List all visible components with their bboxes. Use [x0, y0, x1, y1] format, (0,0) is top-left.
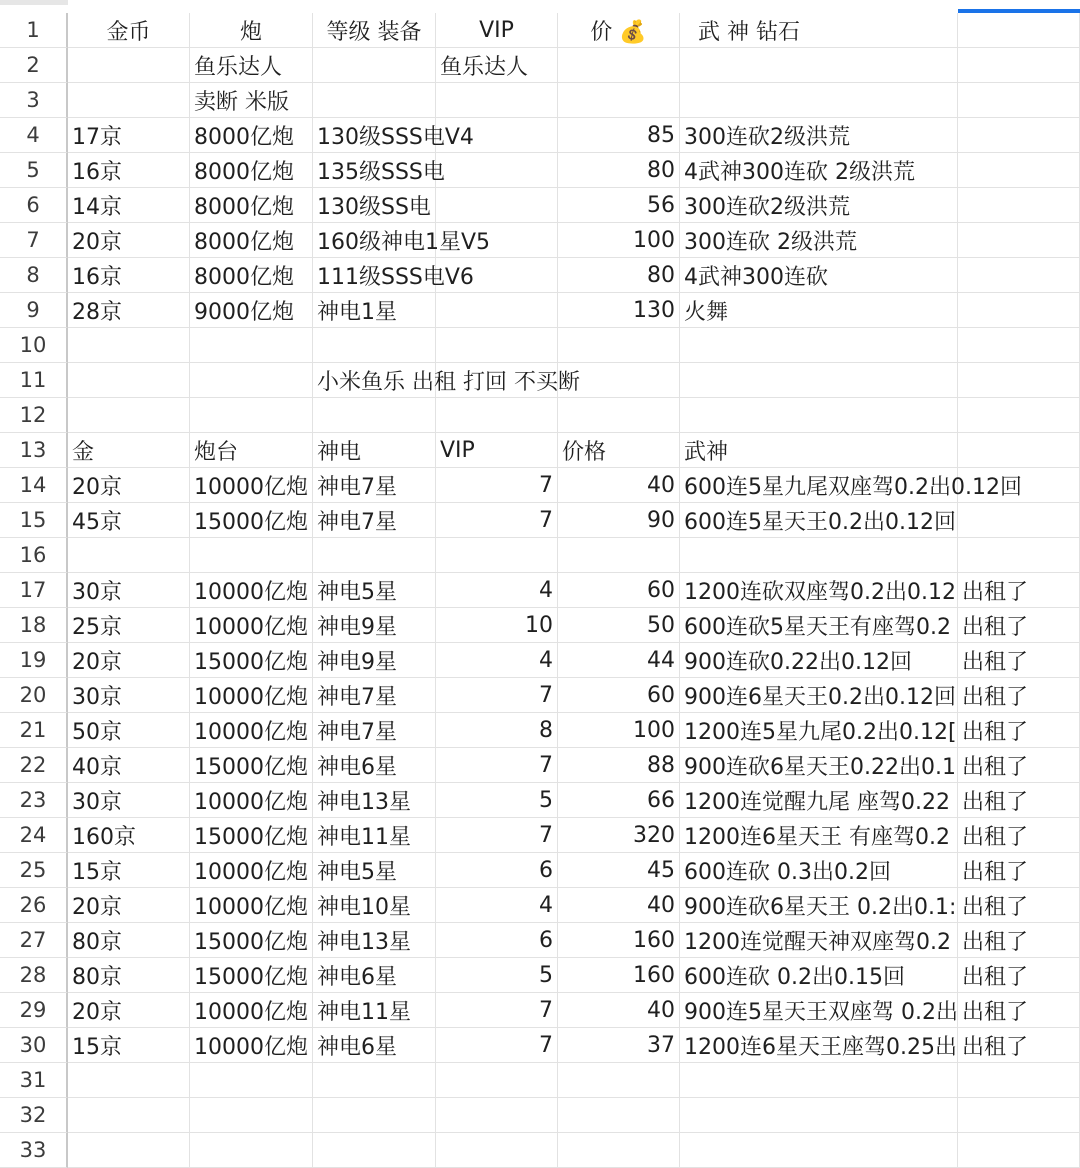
cell-A19[interactable]: 20京 [68, 643, 190, 678]
row-header-27[interactable]: 27 [0, 923, 68, 958]
row-header-16[interactable]: 16 [0, 538, 68, 573]
cell-B16[interactable] [190, 538, 313, 573]
cell-D3[interactable] [436, 83, 558, 118]
cell-C14[interactable]: 神电7星 [313, 468, 436, 503]
cell-C16[interactable] [313, 538, 436, 573]
cell-F12[interactable] [680, 398, 958, 433]
cell-G13[interactable] [958, 433, 1080, 468]
row-header-15[interactable]: 15 [0, 503, 68, 538]
row-header-5[interactable]: 5 [0, 153, 68, 188]
cell-A26[interactable]: 20京 [68, 888, 190, 923]
cell-C18[interactable]: 神电9星 [313, 608, 436, 643]
row-header-8[interactable]: 8 [0, 258, 68, 293]
cell-D12[interactable] [436, 398, 558, 433]
cell-C2[interactable] [313, 48, 436, 83]
cell-C17[interactable]: 神电5星 [313, 573, 436, 608]
cell-C13[interactable]: 神电 [313, 433, 436, 468]
cell-B9[interactable]: 9000亿炮 [190, 293, 313, 328]
cell-A32[interactable] [68, 1098, 190, 1133]
cell-D29[interactable]: 7 [436, 993, 558, 1028]
cell-F22[interactable]: 900连砍6星天王0.22出0.1 [680, 748, 958, 783]
cell-B12[interactable] [190, 398, 313, 433]
cell-G4[interactable] [958, 118, 1080, 153]
cell-C24[interactable]: 神电11星 [313, 818, 436, 853]
cell-E19[interactable]: 44 [558, 643, 680, 678]
cell-E31[interactable] [558, 1063, 680, 1098]
cell-D21[interactable]: 8 [436, 713, 558, 748]
cell-G23[interactable]: 出租了 [958, 783, 1080, 818]
cell-D17[interactable]: 4 [436, 573, 558, 608]
cell-B33[interactable] [190, 1133, 313, 1168]
cell-B13[interactable]: 炮台 [190, 433, 313, 468]
cell-B2[interactable]: 鱼乐达人 [190, 48, 313, 83]
cell-C12[interactable] [313, 398, 436, 433]
row-header-6[interactable]: 6 [0, 188, 68, 223]
cell-F5[interactable]: 4武神300连砍 2级洪荒 [680, 153, 958, 188]
cell-E25[interactable]: 45 [558, 853, 680, 888]
cell-B14[interactable]: 10000亿炮 [190, 468, 313, 503]
row-header-7[interactable]: 7 [0, 223, 68, 258]
cell-B25[interactable]: 10000亿炮 [190, 853, 313, 888]
cell-E17[interactable]: 60 [558, 573, 680, 608]
row-header-25[interactable]: 25 [0, 853, 68, 888]
cell-G30[interactable]: 出租了 [958, 1028, 1080, 1063]
cell-E4[interactable]: 85 [558, 118, 680, 153]
cell-G20[interactable]: 出租了 [958, 678, 1080, 713]
cell-A2[interactable] [68, 48, 190, 83]
cell-G19[interactable]: 出租了 [958, 643, 1080, 678]
cell-D7[interactable] [436, 223, 558, 258]
cell-A25[interactable]: 15京 [68, 853, 190, 888]
cell-G22[interactable]: 出租了 [958, 748, 1080, 783]
cell-A30[interactable]: 15京 [68, 1028, 190, 1063]
cell-A10[interactable] [68, 328, 190, 363]
cell-C26[interactable]: 神电10星 [313, 888, 436, 923]
cell-F1[interactable]: 武 神 钻石 [680, 13, 958, 48]
cell-B24[interactable]: 15000亿炮 [190, 818, 313, 853]
cell-D30[interactable]: 7 [436, 1028, 558, 1063]
cell-G16[interactable] [958, 538, 1080, 573]
cell-A5[interactable]: 16京 [68, 153, 190, 188]
cell-B1[interactable]: 炮 [190, 13, 313, 48]
cell-D14[interactable]: 7 [436, 468, 558, 503]
cell-D25[interactable]: 6 [436, 853, 558, 888]
cell-G29[interactable]: 出租了 [958, 993, 1080, 1028]
cell-B18[interactable]: 10000亿炮 [190, 608, 313, 643]
cell-E22[interactable]: 88 [558, 748, 680, 783]
cell-F33[interactable] [680, 1133, 958, 1168]
cell-B15[interactable]: 15000亿炮 [190, 503, 313, 538]
cell-C8[interactable]: 111级SSS电V6 [313, 258, 436, 293]
row-header-26[interactable]: 26 [0, 888, 68, 923]
cell-F8[interactable]: 4武神300连砍 [680, 258, 958, 293]
cell-C11[interactable]: 小米鱼乐 出租 打回 不买断 [313, 363, 436, 398]
cell-C27[interactable]: 神电13星 [313, 923, 436, 958]
cell-E3[interactable] [558, 83, 680, 118]
cell-G24[interactable]: 出租了 [958, 818, 1080, 853]
cell-B23[interactable]: 10000亿炮 [190, 783, 313, 818]
cell-C32[interactable] [313, 1098, 436, 1133]
cell-F21[interactable]: 1200连5星九尾0.2出0.12[ [680, 713, 958, 748]
cell-G27[interactable]: 出租了 [958, 923, 1080, 958]
cell-B28[interactable]: 15000亿炮 [190, 958, 313, 993]
cell-B10[interactable] [190, 328, 313, 363]
cell-G28[interactable]: 出租了 [958, 958, 1080, 993]
cell-B22[interactable]: 15000亿炮 [190, 748, 313, 783]
cell-G3[interactable] [958, 83, 1080, 118]
cell-F18[interactable]: 600连砍5星天王有座驾0.2 [680, 608, 958, 643]
cell-E29[interactable]: 40 [558, 993, 680, 1028]
cell-E28[interactable]: 160 [558, 958, 680, 993]
cell-D9[interactable] [436, 293, 558, 328]
row-header-4[interactable]: 4 [0, 118, 68, 153]
cell-E8[interactable]: 80 [558, 258, 680, 293]
cell-A29[interactable]: 20京 [68, 993, 190, 1028]
cell-E10[interactable] [558, 328, 680, 363]
cell-G21[interactable]: 出租了 [958, 713, 1080, 748]
cell-G32[interactable] [958, 1098, 1080, 1133]
cell-D16[interactable] [436, 538, 558, 573]
row-header-11[interactable]: 11 [0, 363, 68, 398]
cell-A1[interactable]: 金币 [68, 13, 190, 48]
row-header-9[interactable]: 9 [0, 293, 68, 328]
cell-A33[interactable] [68, 1133, 190, 1168]
cell-D1[interactable]: VIP [436, 13, 558, 48]
row-header-2[interactable]: 2 [0, 48, 68, 83]
cell-E23[interactable]: 66 [558, 783, 680, 818]
cell-G17[interactable]: 出租了 [958, 573, 1080, 608]
cell-A27[interactable]: 80京 [68, 923, 190, 958]
cell-D15[interactable]: 7 [436, 503, 558, 538]
cell-C28[interactable]: 神电6星 [313, 958, 436, 993]
cell-C5[interactable]: 135级SSS电 [313, 153, 436, 188]
cell-E27[interactable]: 160 [558, 923, 680, 958]
select-all-corner[interactable] [0, 0, 68, 5]
cell-B32[interactable] [190, 1098, 313, 1133]
cell-E26[interactable]: 40 [558, 888, 680, 923]
cell-A28[interactable]: 80京 [68, 958, 190, 993]
cell-E5[interactable]: 80 [558, 153, 680, 188]
cell-A24[interactable]: 160京 [68, 818, 190, 853]
cell-D10[interactable] [436, 328, 558, 363]
cell-B20[interactable]: 10000亿炮 [190, 678, 313, 713]
cell-A6[interactable]: 14京 [68, 188, 190, 223]
cell-G11[interactable] [958, 363, 1080, 398]
cell-A14[interactable]: 20京 [68, 468, 190, 503]
cell-C6[interactable]: 130级SS电 [313, 188, 436, 223]
cell-A31[interactable] [68, 1063, 190, 1098]
cell-C31[interactable] [313, 1063, 436, 1098]
cell-E1[interactable]: 价 💰 [558, 13, 680, 48]
cell-G15[interactable] [958, 503, 1080, 538]
cell-D8[interactable] [436, 258, 558, 293]
cell-F32[interactable] [680, 1098, 958, 1133]
cell-F9[interactable]: 火舞 [680, 293, 958, 328]
cell-D28[interactable]: 5 [436, 958, 558, 993]
cell-C25[interactable]: 神电5星 [313, 853, 436, 888]
cell-D2[interactable]: 鱼乐达人 [436, 48, 558, 83]
cell-G5[interactable] [958, 153, 1080, 188]
cell-A3[interactable] [68, 83, 190, 118]
cell-F2[interactable] [680, 48, 958, 83]
cell-F20[interactable]: 900连6星天王0.2出0.12回 [680, 678, 958, 713]
cell-G6[interactable] [958, 188, 1080, 223]
cell-B5[interactable]: 8000亿炮 [190, 153, 313, 188]
cell-E14[interactable]: 40 [558, 468, 680, 503]
cell-A12[interactable] [68, 398, 190, 433]
cell-C15[interactable]: 神电7星 [313, 503, 436, 538]
row-header-33[interactable]: 33 [0, 1133, 68, 1168]
cell-F29[interactable]: 900连5星天王双座驾 0.2出 [680, 993, 958, 1028]
cell-A21[interactable]: 50京 [68, 713, 190, 748]
cell-C33[interactable] [313, 1133, 436, 1168]
cell-C10[interactable] [313, 328, 436, 363]
cell-B8[interactable]: 8000亿炮 [190, 258, 313, 293]
cell-C7[interactable]: 160级神电1星V5 [313, 223, 436, 258]
cell-F14[interactable]: 600连5星九尾双座驾0.2出0.12回 [680, 468, 958, 503]
cell-E32[interactable] [558, 1098, 680, 1133]
cell-F25[interactable]: 600连砍 0.3出0.2回 [680, 853, 958, 888]
cell-C19[interactable]: 神电9星 [313, 643, 436, 678]
cell-D4[interactable] [436, 118, 558, 153]
row-header-17[interactable]: 17 [0, 573, 68, 608]
cell-D18[interactable]: 10 [436, 608, 558, 643]
row-header-20[interactable]: 20 [0, 678, 68, 713]
cell-D13[interactable]: VIP [436, 433, 558, 468]
cell-F10[interactable] [680, 328, 958, 363]
cell-E18[interactable]: 50 [558, 608, 680, 643]
cell-G26[interactable]: 出租了 [958, 888, 1080, 923]
cell-B27[interactable]: 15000亿炮 [190, 923, 313, 958]
cell-C29[interactable]: 神电11星 [313, 993, 436, 1028]
cell-E21[interactable]: 100 [558, 713, 680, 748]
cell-C4[interactable]: 130级SSS电V4 [313, 118, 436, 153]
cell-A7[interactable]: 20京 [68, 223, 190, 258]
cell-F7[interactable]: 300连砍 2级洪荒 [680, 223, 958, 258]
row-header-21[interactable]: 21 [0, 713, 68, 748]
cell-B21[interactable]: 10000亿炮 [190, 713, 313, 748]
row-header-12[interactable]: 12 [0, 398, 68, 433]
row-header-14[interactable]: 14 [0, 468, 68, 503]
row-header-24[interactable]: 24 [0, 818, 68, 853]
cell-G25[interactable]: 出租了 [958, 853, 1080, 888]
cell-B3[interactable]: 卖断 米版 [190, 83, 313, 118]
row-header-10[interactable]: 10 [0, 328, 68, 363]
cell-C22[interactable]: 神电6星 [313, 748, 436, 783]
cell-B26[interactable]: 10000亿炮 [190, 888, 313, 923]
cell-D20[interactable]: 7 [436, 678, 558, 713]
cell-F16[interactable] [680, 538, 958, 573]
cell-A4[interactable]: 17京 [68, 118, 190, 153]
cell-G31[interactable] [958, 1063, 1080, 1098]
row-header-32[interactable]: 32 [0, 1098, 68, 1133]
cell-E7[interactable]: 100 [558, 223, 680, 258]
cell-B4[interactable]: 8000亿炮 [190, 118, 313, 153]
cell-D23[interactable]: 5 [436, 783, 558, 818]
cell-E33[interactable] [558, 1133, 680, 1168]
cell-E15[interactable]: 90 [558, 503, 680, 538]
row-header-31[interactable]: 31 [0, 1063, 68, 1098]
cell-C21[interactable]: 神电7星 [313, 713, 436, 748]
cell-F27[interactable]: 1200连觉醒天神双座驾0.2 [680, 923, 958, 958]
cell-B29[interactable]: 10000亿炮 [190, 993, 313, 1028]
cell-A15[interactable]: 45京 [68, 503, 190, 538]
row-header-18[interactable]: 18 [0, 608, 68, 643]
cell-F31[interactable] [680, 1063, 958, 1098]
cell-G12[interactable] [958, 398, 1080, 433]
cell-B7[interactable]: 8000亿炮 [190, 223, 313, 258]
cell-B19[interactable]: 15000亿炮 [190, 643, 313, 678]
cell-A22[interactable]: 40京 [68, 748, 190, 783]
cell-G1[interactable] [958, 13, 1080, 48]
cell-D19[interactable]: 4 [436, 643, 558, 678]
cell-E2[interactable] [558, 48, 680, 83]
cell-A13[interactable]: 金 [68, 433, 190, 468]
cell-A17[interactable]: 30京 [68, 573, 190, 608]
cell-D26[interactable]: 4 [436, 888, 558, 923]
cell-D33[interactable] [436, 1133, 558, 1168]
cell-D27[interactable]: 6 [436, 923, 558, 958]
cell-G14[interactable] [958, 468, 1080, 503]
cell-D31[interactable] [436, 1063, 558, 1098]
cell-E13[interactable]: 价格 [558, 433, 680, 468]
cell-A9[interactable]: 28京 [68, 293, 190, 328]
row-header-3[interactable]: 3 [0, 83, 68, 118]
cell-B11[interactable] [190, 363, 313, 398]
cell-A16[interactable] [68, 538, 190, 573]
cell-B17[interactable]: 10000亿炮 [190, 573, 313, 608]
cell-A11[interactable] [68, 363, 190, 398]
cell-E6[interactable]: 56 [558, 188, 680, 223]
row-header-30[interactable]: 30 [0, 1028, 68, 1063]
cell-G33[interactable] [958, 1133, 1080, 1168]
cell-D6[interactable] [436, 188, 558, 223]
cell-E30[interactable]: 37 [558, 1028, 680, 1063]
cell-E20[interactable]: 60 [558, 678, 680, 713]
cell-F13[interactable]: 武神 [680, 433, 958, 468]
cell-F3[interactable] [680, 83, 958, 118]
cell-E12[interactable] [558, 398, 680, 433]
cell-G7[interactable] [958, 223, 1080, 258]
cell-G2[interactable] [958, 48, 1080, 83]
cell-E16[interactable] [558, 538, 680, 573]
cell-C1[interactable]: 等级 装备 [313, 13, 436, 48]
cell-E24[interactable]: 320 [558, 818, 680, 853]
cell-B30[interactable]: 10000亿炮 [190, 1028, 313, 1063]
row-header-22[interactable]: 22 [0, 748, 68, 783]
cell-A8[interactable]: 16京 [68, 258, 190, 293]
cell-F19[interactable]: 900连砍0.22出0.12回 [680, 643, 958, 678]
cell-F24[interactable]: 1200连6星天王 有座驾0.2 [680, 818, 958, 853]
row-header-13[interactable]: 13 [0, 433, 68, 468]
cell-D5[interactable] [436, 153, 558, 188]
cell-F23[interactable]: 1200连觉醒九尾 座驾0.22 [680, 783, 958, 818]
cell-D32[interactable] [436, 1098, 558, 1133]
cell-D24[interactable]: 7 [436, 818, 558, 853]
cell-F4[interactable]: 300连砍2级洪荒 [680, 118, 958, 153]
cell-C3[interactable] [313, 83, 436, 118]
cell-C23[interactable]: 神电13星 [313, 783, 436, 818]
cell-G8[interactable] [958, 258, 1080, 293]
cell-C20[interactable]: 神电7星 [313, 678, 436, 713]
cell-C9[interactable]: 神电1星 [313, 293, 436, 328]
cell-D22[interactable]: 7 [436, 748, 558, 783]
cell-G10[interactable] [958, 328, 1080, 363]
cell-F30[interactable]: 1200连6星天王座驾0.25出 [680, 1028, 958, 1063]
cell-B6[interactable]: 8000亿炮 [190, 188, 313, 223]
cell-F11[interactable] [680, 363, 958, 398]
cell-F15[interactable]: 600连5星天王0.2出0.12回 [680, 503, 958, 538]
cell-F26[interactable]: 900连砍6星天王 0.2出0.1: [680, 888, 958, 923]
cell-C30[interactable]: 神电6星 [313, 1028, 436, 1063]
cell-G18[interactable]: 出租了 [958, 608, 1080, 643]
cell-A18[interactable]: 25京 [68, 608, 190, 643]
cell-F28[interactable]: 600连砍 0.2出0.15回 [680, 958, 958, 993]
cell-E9[interactable]: 130 [558, 293, 680, 328]
row-header-1[interactable]: 1 [0, 13, 68, 48]
cell-F17[interactable]: 1200连砍双座驾0.2出0.12 [680, 573, 958, 608]
row-header-19[interactable]: 19 [0, 643, 68, 678]
cell-F6[interactable]: 300连砍2级洪荒 [680, 188, 958, 223]
cell-B31[interactable] [190, 1063, 313, 1098]
row-header-29[interactable]: 29 [0, 993, 68, 1028]
cell-A23[interactable]: 30京 [68, 783, 190, 818]
cell-A20[interactable]: 30京 [68, 678, 190, 713]
row-header-23[interactable]: 23 [0, 783, 68, 818]
cell-G9[interactable] [958, 293, 1080, 328]
row-header-28[interactable]: 28 [0, 958, 68, 993]
